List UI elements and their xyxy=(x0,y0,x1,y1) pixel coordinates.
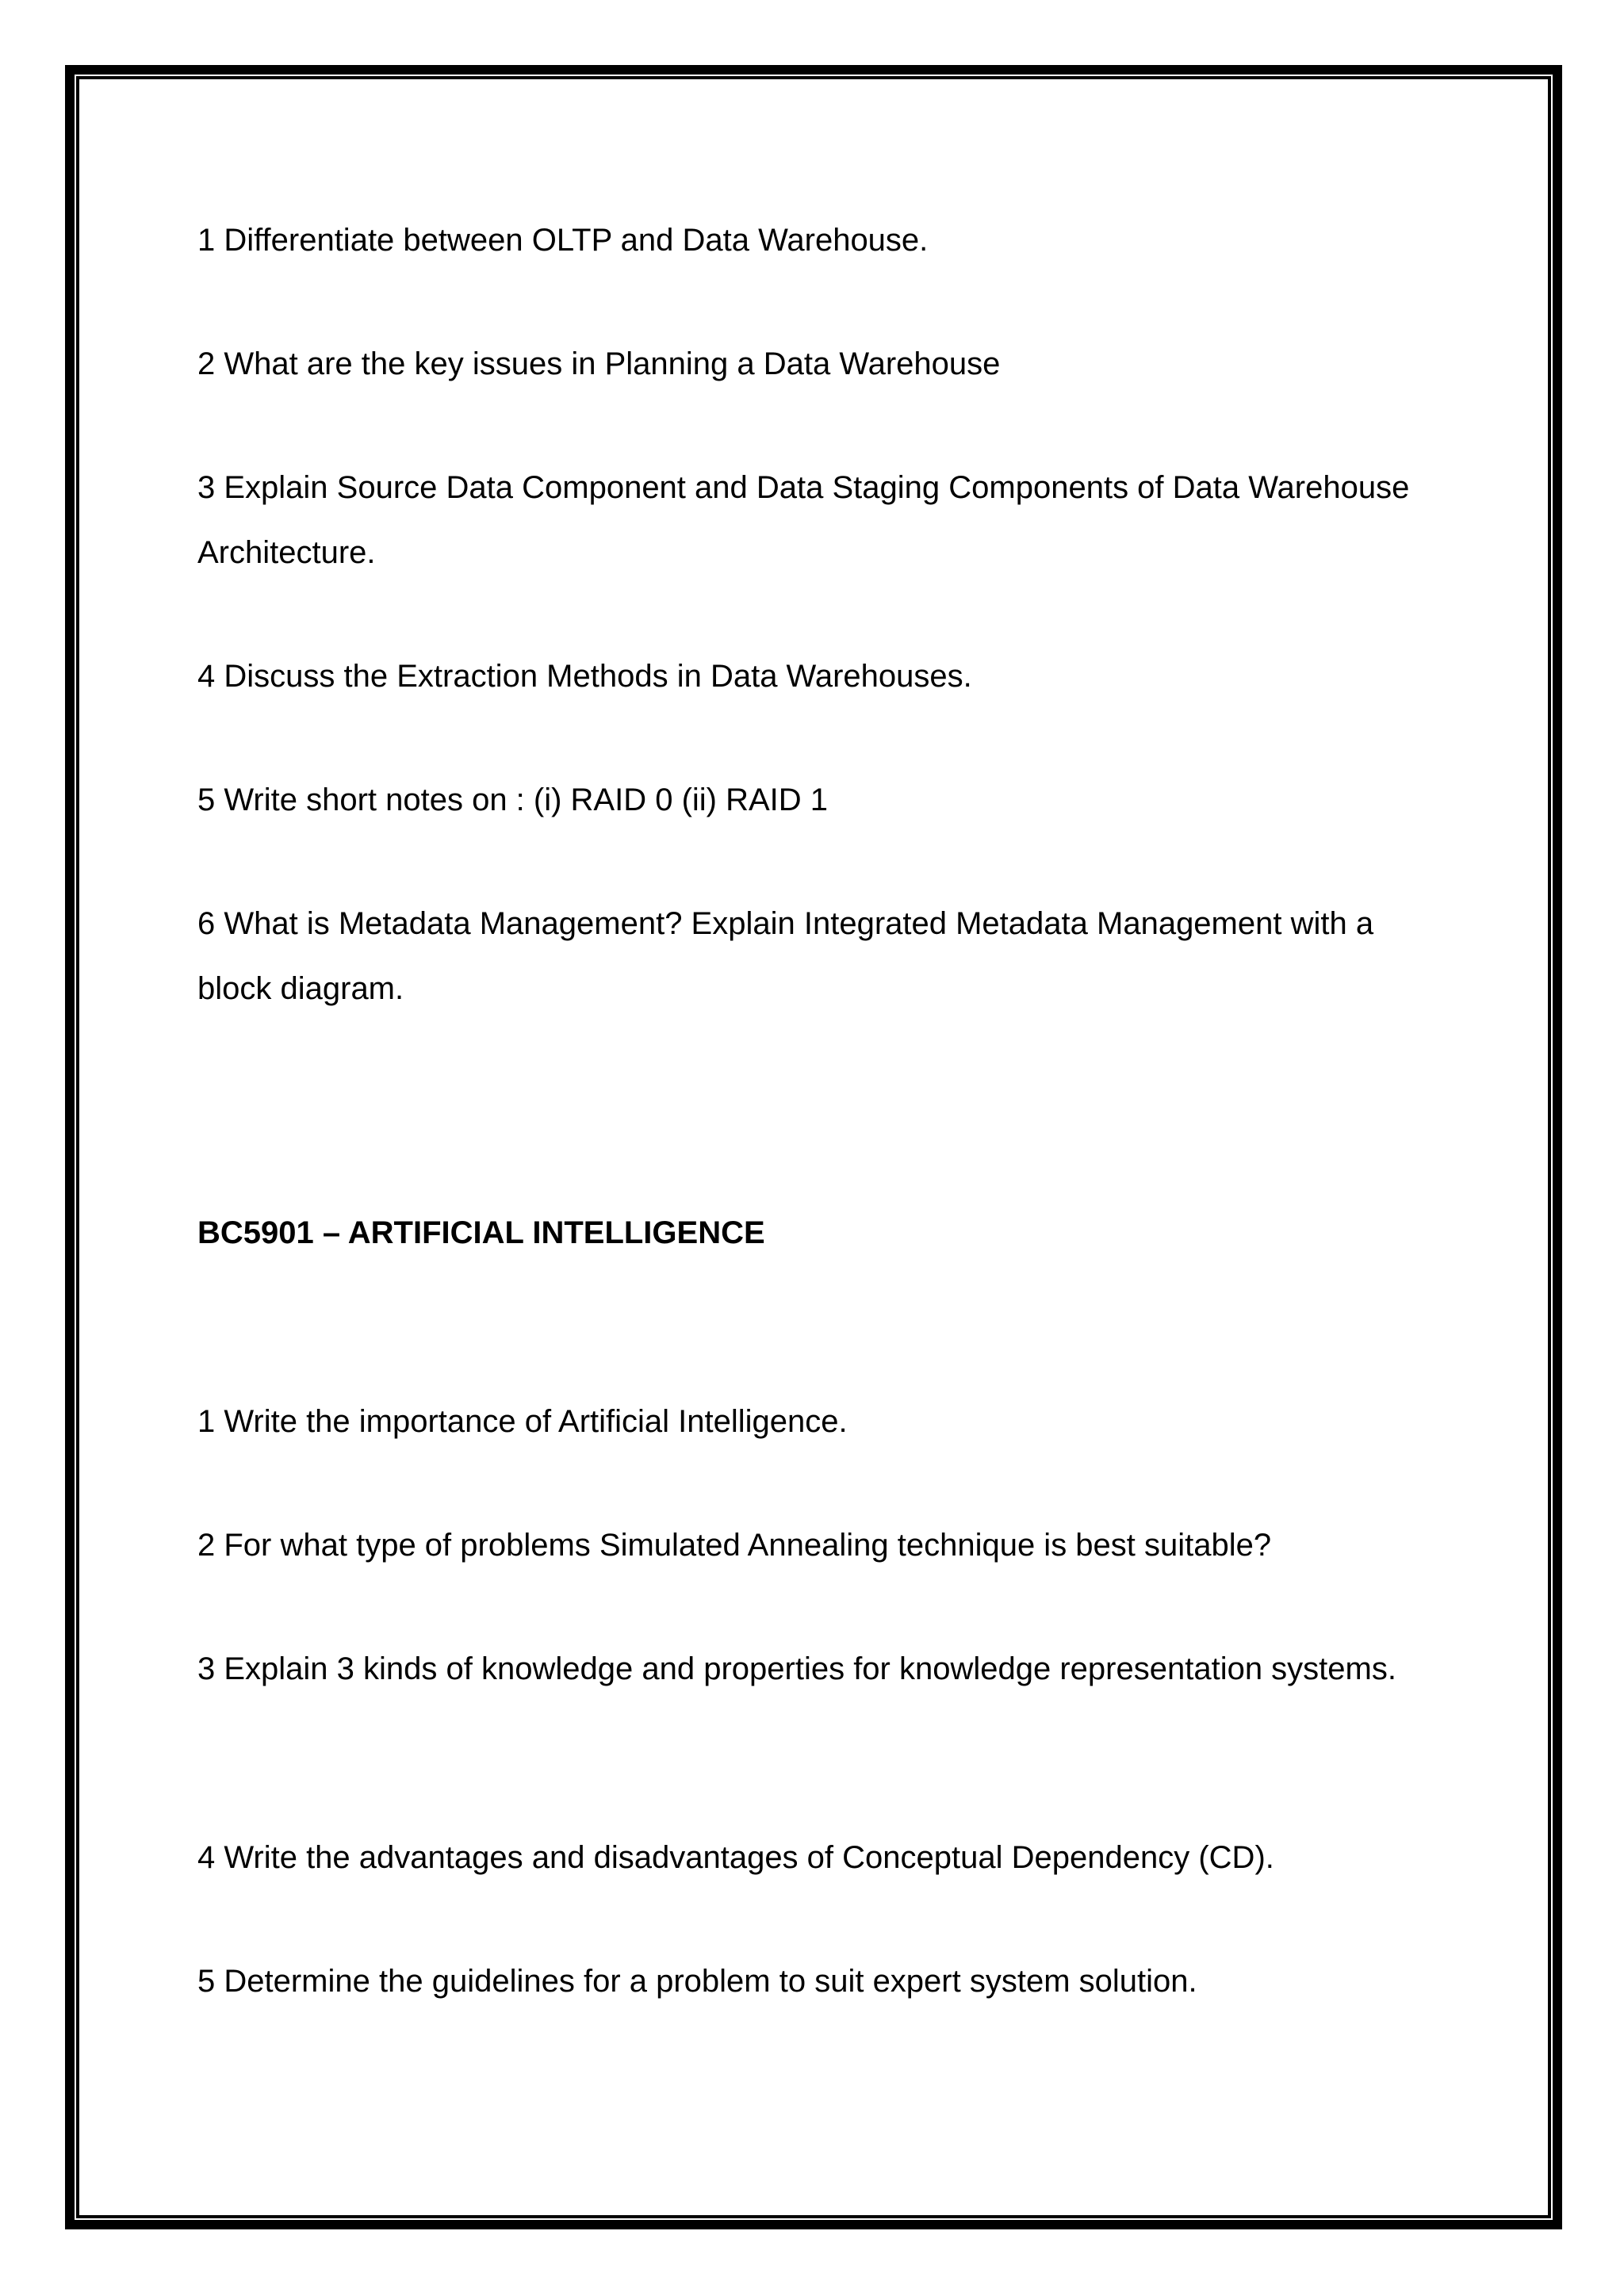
question-item: 3 Explain 3 kinds of knowledge and properties for knowledge representation systems. xyxy=(197,1651,1396,1686)
question-item: 3 Explain Source Data Component and Data Staging Components of Data Warehouse Architecture. xyxy=(197,470,1410,570)
page-border-inner xyxy=(76,76,1551,2218)
question-item: 1 Write the importance of Artificial Intelligence. xyxy=(197,1404,848,1439)
question-item: 1 Differentiate between OLTP and Data Warehouse. xyxy=(197,223,929,258)
question-item: 2 What are the key issues in Planning a Data Warehouse xyxy=(197,346,1001,381)
question-item: 4 Write the advantages and disadvantages of Conceptual Dependency (CD). xyxy=(197,1840,1274,1875)
question-item: 5 Determine the guidelines for a problem to suit expert system solution. xyxy=(197,1964,1197,1999)
question-item: 2 For what type of problems Simulated Annealing technique is best suitable? xyxy=(197,1528,1272,1563)
section-heading: BC5901 – ARTIFICIAL INTELLIGENCE xyxy=(197,1215,765,1250)
question-item: 4 Discuss the Extraction Methods in Data Warehouses. xyxy=(197,659,972,694)
question-item: 5 Write short notes on : (i) RAID 0 (ii) RAID 1 xyxy=(197,783,829,817)
question-item: 6 What is Metadata Management? Explain Integrated Metadata Management with a block diagram. xyxy=(197,906,1374,1006)
